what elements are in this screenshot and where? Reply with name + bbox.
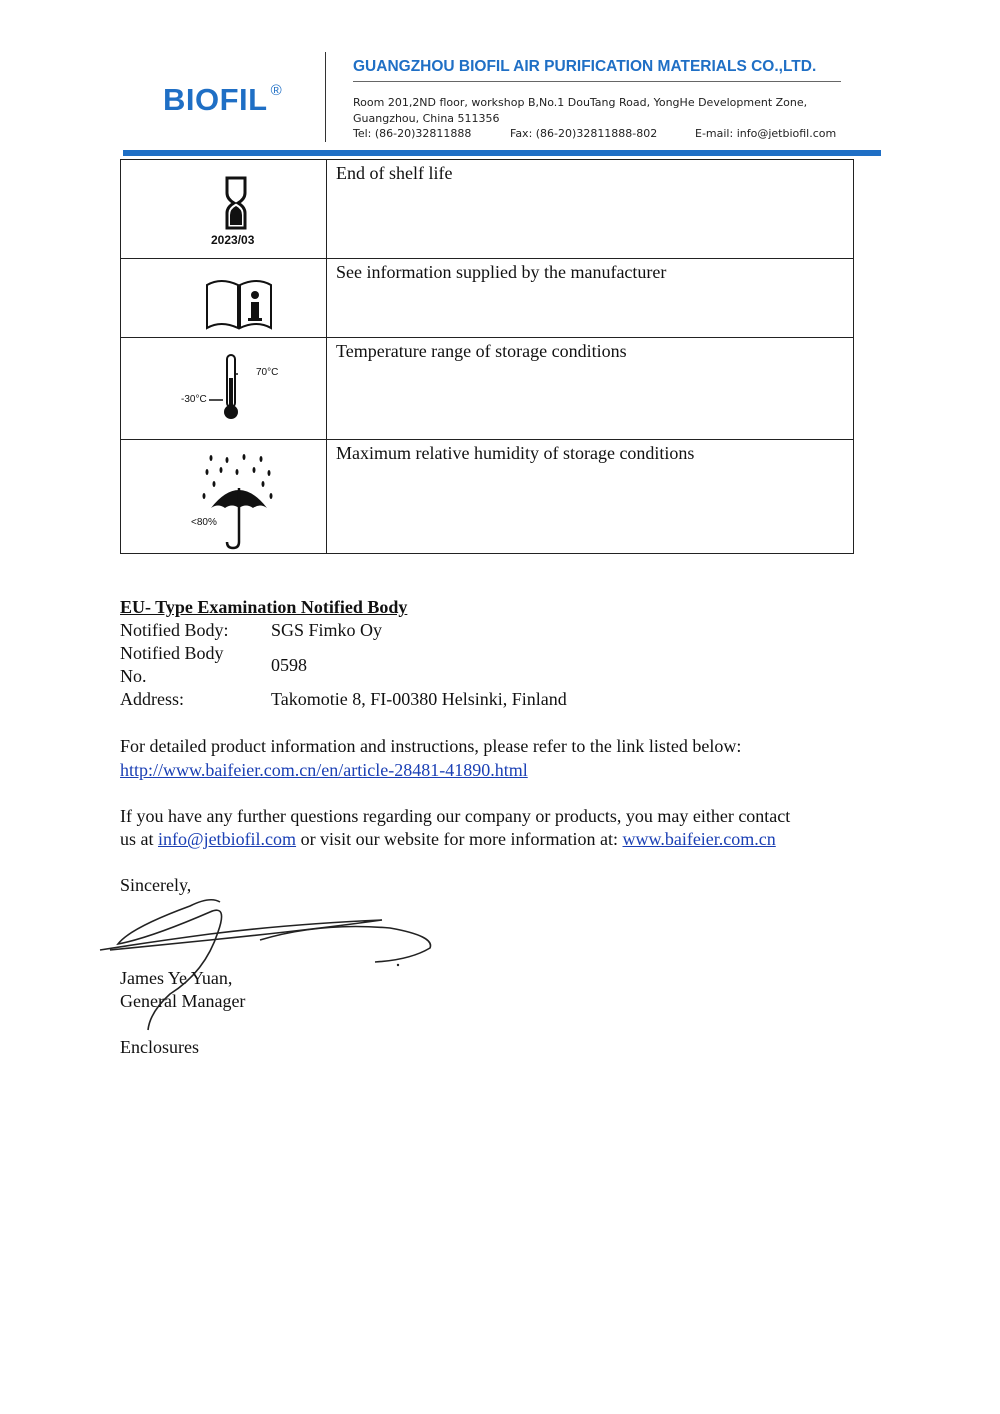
company-name: GUANGZHOU BIOFIL AIR PURIFICATION MATERIALS CO.,LTD. [353,58,817,75]
info-book-icon [204,273,274,331]
enclosures: Enclosures [120,1037,199,1057]
table-row [121,338,854,440]
contact-pre-email: us at [120,829,158,849]
company-rule [353,81,841,82]
address-line-2: Guangzhou, China 511356 [353,112,500,125]
notified-body-no-label-2: No. [120,666,147,686]
signature [90,892,450,1032]
address-value: Takomotie 8, FI-00380 Helsinki, Finland [271,689,567,709]
product-info-link[interactable]: http://www.baifeier.com.cn/en/article-28481-41890.html [120,760,528,780]
header-bar [123,150,881,156]
address-line-1: Room 201,2ND floor, workshop B,No.1 DouTang Road, YongHe Development Zone, [353,96,808,109]
info-text: For detailed product information and instructions, please refer to the link listed below: [120,736,742,756]
symbols-table [120,159,854,554]
header-email: E-mail: info@jetbiofil.com [695,127,837,140]
symbol-description: Maximum relative humidity of storage conditions [327,440,854,554]
notified-body-label: Notified Body: [120,620,229,640]
logo-text: BIOFIL [163,82,268,117]
contact-text-1: If you have any further questions regarding our company or products, you may either contact [120,806,791,826]
tel: Tel: (86-20)32811888 [353,127,472,140]
notified-body-no-value: 0598 [271,655,307,675]
notified-body-heading: EU- Type Examination Notified Body [120,597,408,617]
signer-name: James Ye Yuan, [120,968,233,988]
symbol-icon-cell [121,259,327,338]
website-link[interactable]: www.baifeier.com.cn [622,829,776,849]
signer-title: General Manager [120,991,246,1011]
contact-mid: or visit our website for more information at: [296,829,623,849]
salutation: Sincerely, [120,875,192,895]
notified-body-value: SGS Fimko Oy [271,620,383,640]
symbol-description: End of shelf life [327,160,854,259]
table-row [121,440,854,554]
contact-text-2 [120,829,776,850]
umbrella-rain-icon [199,450,279,550]
header-divider [325,52,326,142]
symbol-icon-cell [121,440,327,554]
notified-body-no-label-1: Notified Body [120,643,224,663]
table-row [121,160,854,259]
company-logo [163,82,282,118]
registered-mark: ® [270,81,283,99]
fax: Fax: (86-20)32811888-802 [510,127,658,140]
symbol-description: Temperature range of storage conditions [327,338,854,440]
expiry-date: 2023/03 [211,233,255,247]
hourglass-icon [221,175,251,231]
table-row [121,259,854,338]
symbol-description: See information supplied by the manufacturer [327,259,854,338]
symbol-icon-cell [121,160,327,259]
address-label: Address: [120,689,184,709]
humidity-label: <80% [191,517,217,528]
contact-email-link[interactable]: info@jetbiofil.com [158,829,297,849]
temp-high-label: 70°C [256,367,279,378]
symbol-icon-cell [121,338,327,440]
thermometer-icon [206,352,256,422]
temp-low-label: -30°C [181,394,207,405]
